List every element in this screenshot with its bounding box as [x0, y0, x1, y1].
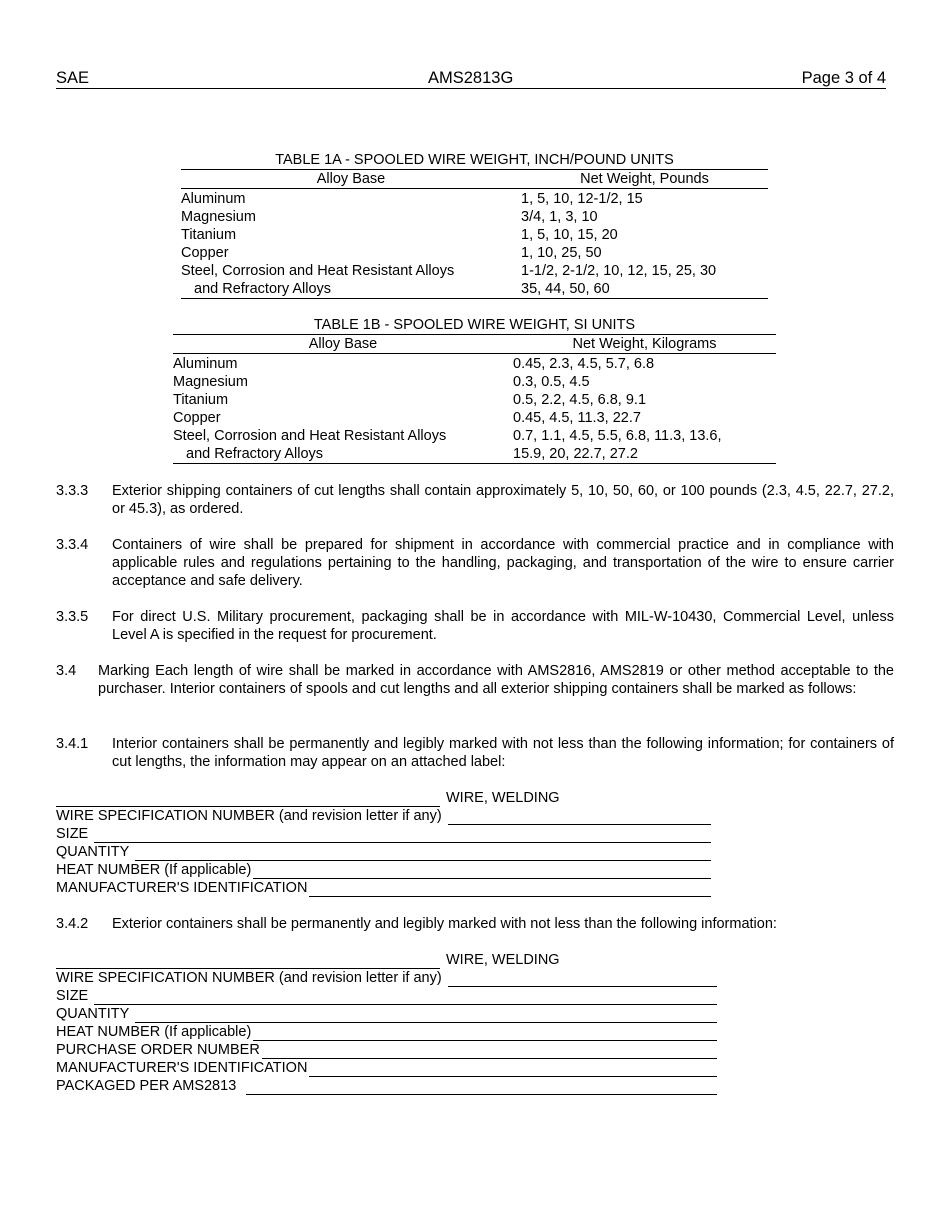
paragraph-3-3-4 — [56, 536, 894, 590]
paragraph-text: Marking Each length of wire shall be marked in accordance with AMS2816, AMS2819 or other method acceptable to the purchaser. Interior containers of spools and cut lengths and all exterior shipping containers shall be marked as follows: — [98, 663, 894, 697]
cell-weight: 1, 5, 10, 15, 20 — [521, 227, 618, 243]
field-label: HEAT NUMBER (If applicable) — [56, 862, 252, 878]
cell-alloy: Magnesium — [173, 374, 248, 390]
field-label: WIRE SPECIFICATION NUMBER (and revision letter if any) — [56, 970, 442, 986]
cell-weight: 0.45, 4.5, 11.3, 22.7 — [513, 410, 641, 426]
blank-line[interactable] — [94, 829, 711, 843]
table-1a-col-weight: Net Weight, Pounds — [580, 171, 709, 187]
field-label: QUANTITY — [56, 1006, 130, 1022]
form-field — [56, 861, 711, 879]
form-field — [56, 987, 717, 1005]
cell-alloy: Aluminum — [181, 191, 246, 207]
cell-weight: 1, 10, 25, 50 — [521, 245, 602, 261]
table-row — [173, 445, 776, 463]
paragraph-text: Exterior shipping containers of cut lengths shall contain approximately 5, 10, 50, 60, or 100 pounds (2.3, 4.5, 22.7, 27.2, or 45.3), as ordered. — [112, 483, 894, 517]
form-field — [56, 1077, 717, 1095]
cell-alloy: Copper — [181, 245, 229, 261]
field-label: MANUFACTURER'S IDENTIFICATION — [56, 880, 308, 896]
paragraph-text: For direct U.S. Military procurement, packaging shall be in accordance with MIL-W-10430, Commercial Level, unless Level A is specified in the request for procurement. — [112, 609, 894, 643]
field-label: MANUFACTURER'S IDENTIFICATION — [56, 1060, 308, 1076]
paragraph-text: Interior containers shall be permanently and legibly marked with not less than the following information; for containers of cut lengths, the information may appear on an attached label: — [112, 736, 894, 770]
table-1a — [181, 151, 768, 299]
paragraph-3-3-5 — [56, 608, 894, 644]
form-field — [56, 825, 711, 843]
form-field — [56, 879, 711, 897]
table-row — [173, 409, 776, 427]
paragraph-3-4-1 — [56, 735, 894, 771]
blank-line[interactable] — [94, 991, 717, 1005]
blank-line[interactable] — [309, 1063, 717, 1077]
table-row — [173, 355, 776, 373]
header-org: SAE — [56, 69, 90, 87]
cell-alloy: Magnesium — [181, 209, 256, 225]
form-field — [56, 1005, 717, 1023]
paragraph-number: 3.3.3 — [56, 483, 89, 499]
table-1a-body — [181, 189, 768, 299]
cell-alloy: and Refractory Alloys — [186, 446, 324, 462]
interior-marking-form — [56, 789, 711, 897]
blank-line[interactable] — [135, 847, 711, 861]
form-field — [56, 969, 717, 987]
paragraph-3-3-3 — [56, 482, 894, 518]
table-row — [181, 190, 768, 208]
blank-line[interactable] — [135, 1009, 717, 1023]
blank-line[interactable] — [253, 865, 711, 879]
cell-weight: 35, 44, 50, 60 — [521, 281, 610, 297]
paragraph-number: 3.4 — [56, 663, 77, 679]
table-1b-col-alloy: Alloy Base — [308, 336, 378, 352]
blank-line[interactable] — [448, 811, 711, 825]
table-1b-caption: TABLE 1B - SPOOLED WIRE WEIGHT, SI UNITS — [173, 316, 776, 335]
form-field — [56, 1023, 717, 1041]
field-label: WIRE SPECIFICATION NUMBER (and revision letter if any) — [56, 808, 442, 824]
table-1b-header — [173, 335, 776, 354]
table-row — [181, 208, 768, 226]
field-label: PURCHASE ORDER NUMBER — [56, 1042, 260, 1058]
blank-line[interactable] — [253, 1027, 717, 1041]
paragraph-3-4 — [56, 662, 894, 698]
cell-weight: 0.7, 1.1, 4.5, 5.5, 6.8, 11.3, 13.6, — [513, 428, 722, 444]
blank-line[interactable] — [262, 1045, 717, 1059]
table-1b — [173, 316, 776, 464]
field-label: SIZE — [56, 826, 89, 842]
field-label: HEAT NUMBER (If applicable) — [56, 1024, 252, 1040]
paragraph-number: 3.4.1 — [56, 736, 89, 752]
table-row — [181, 262, 768, 280]
table-row — [181, 226, 768, 244]
form-field — [56, 1059, 717, 1077]
blank-line[interactable] — [246, 1081, 717, 1095]
form-title-row — [56, 951, 717, 969]
header-doc-number: AMS2813G — [428, 69, 514, 87]
page-header — [56, 68, 886, 89]
form-field — [56, 843, 711, 861]
cell-alloy: Steel, Corrosion and Heat Resistant Alloys — [173, 428, 447, 444]
table-row — [173, 373, 776, 391]
form-title-row — [56, 789, 711, 807]
table-row — [181, 280, 768, 298]
paragraph-number: 3.3.4 — [56, 537, 89, 553]
field-label: QUANTITY — [56, 844, 130, 860]
blank-line[interactable] — [56, 793, 440, 807]
table-row — [181, 244, 768, 262]
cell-weight: 0.45, 2.3, 4.5, 5.7, 6.8 — [513, 356, 655, 372]
paragraph-number: 3.3.5 — [56, 609, 89, 625]
table-1b-col-weight: Net Weight, Kilograms — [572, 336, 717, 352]
table-1a-header — [181, 170, 768, 189]
cell-weight: 3/4, 1, 3, 10 — [521, 209, 598, 225]
paragraph-3-4-2 — [56, 915, 894, 933]
cell-weight: 15.9, 20, 22.7, 27.2 — [513, 446, 638, 462]
header-page-number: Page 3 of 4 — [801, 69, 886, 87]
cell-alloy: Titanium — [181, 227, 237, 243]
paragraph-text: Containers of wire shall be prepared for shipment in accordance with commercial practice and in compliance with applicable rules and regulations pertaining to the handling, packaging, and transportation of the wire to ensure carrier acceptance and safe delivery. — [112, 537, 894, 589]
form-title: WIRE, WELDING — [446, 952, 560, 968]
cell-weight: 0.3, 0.5, 4.5 — [513, 374, 590, 390]
blank-line[interactable] — [309, 883, 711, 897]
blank-line[interactable] — [448, 973, 717, 987]
cell-weight: 1, 5, 10, 12-1/2, 15 — [521, 191, 643, 207]
paragraph-text: Exterior containers shall be permanently and legibly marked with not less than the following information: — [112, 916, 777, 932]
table-1b-body — [173, 354, 776, 464]
cell-alloy: Titanium — [173, 392, 229, 408]
form-field — [56, 1041, 717, 1059]
blank-line[interactable] — [56, 955, 440, 969]
cell-weight: 1-1/2, 2-1/2, 10, 12, 15, 25, 30 — [521, 263, 717, 279]
cell-alloy: Steel, Corrosion and Heat Resistant Alloys — [181, 263, 455, 279]
cell-alloy: and Refractory Alloys — [194, 281, 332, 297]
form-field — [56, 807, 711, 825]
table-1a-caption: TABLE 1A - SPOOLED WIRE WEIGHT, INCH/POUND UNITS — [181, 151, 768, 170]
cell-alloy: Aluminum — [173, 356, 238, 372]
cell-alloy: Copper — [173, 410, 221, 426]
field-label: PACKAGED PER AMS2813 — [56, 1078, 237, 1094]
table-row — [173, 391, 776, 409]
paragraph-number: 3.4.2 — [56, 916, 89, 932]
table-row — [173, 427, 776, 445]
exterior-marking-form — [56, 951, 717, 1095]
table-1a-col-alloy: Alloy Base — [316, 171, 386, 187]
cell-weight: 0.5, 2.2, 4.5, 6.8, 9.1 — [513, 392, 647, 408]
form-title: WIRE, WELDING — [446, 790, 560, 806]
field-label: SIZE — [56, 988, 89, 1004]
